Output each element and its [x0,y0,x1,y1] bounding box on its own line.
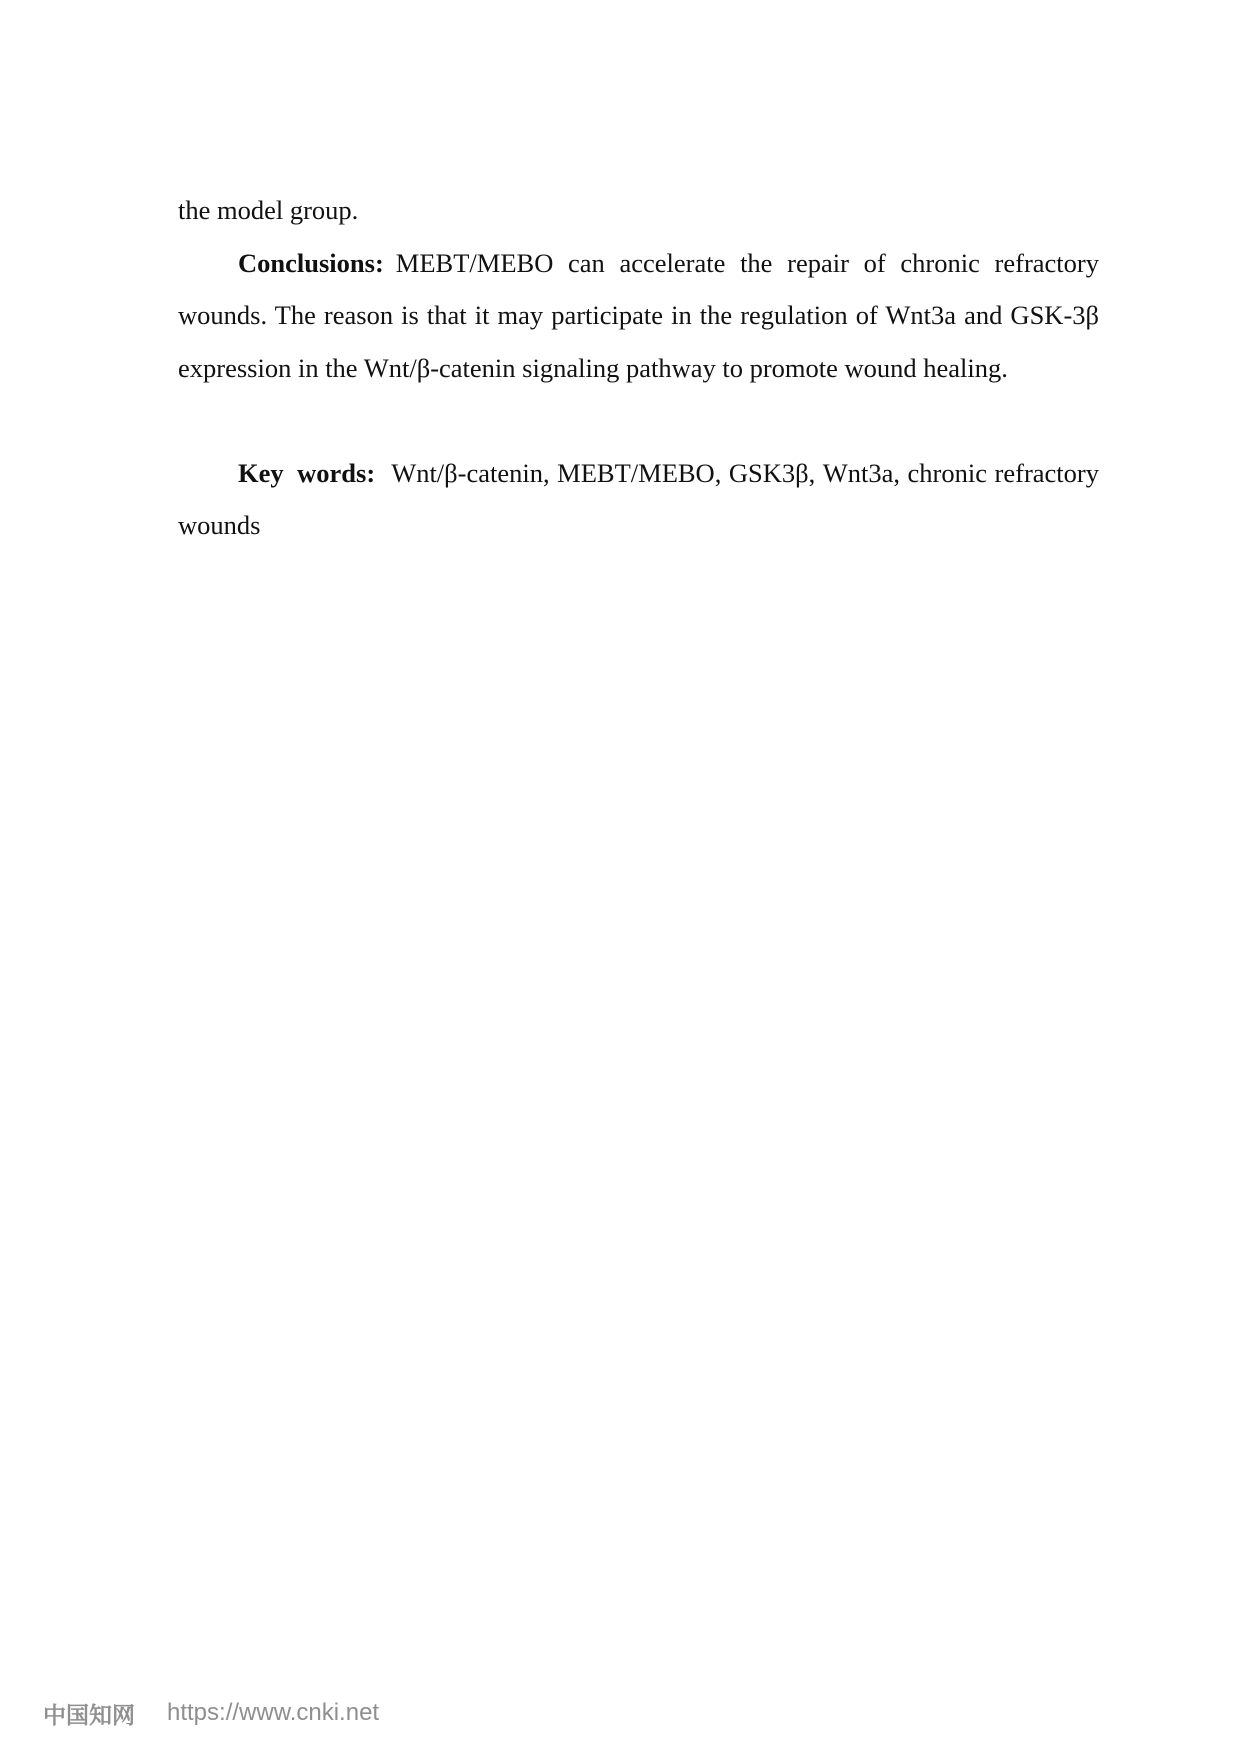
cnki-logo: 中国知网 [43,1702,135,1729]
keywords-paragraph [178,447,1099,552]
cnki-watermark [43,1696,379,1730]
abstract-continuation: the model group. [178,195,359,225]
keywords-text: Wnt/β-catenin, MEBT/MEBO, GSK3β, Wnt3a, chronic refractory wounds [178,457,1099,540]
keywords-label: Key words: [238,457,376,488]
conclusions-paragraph [178,237,1099,395]
abstract-body [178,184,1099,552]
conclusions-text: MEBT/MEBO can accelerate the repair of chronic refractory wounds. The reason is that it may participate in the regulation of Wnt3a and GSK-3β expression in the Wnt/β-catenin signaling pathway to promote wound healing. [178,247,1099,383]
watermark-url: https://www.cnki.net [167,1699,380,1726]
paragraph-spacer [178,394,1099,447]
conclusions-label: Conclusions: [238,247,384,278]
